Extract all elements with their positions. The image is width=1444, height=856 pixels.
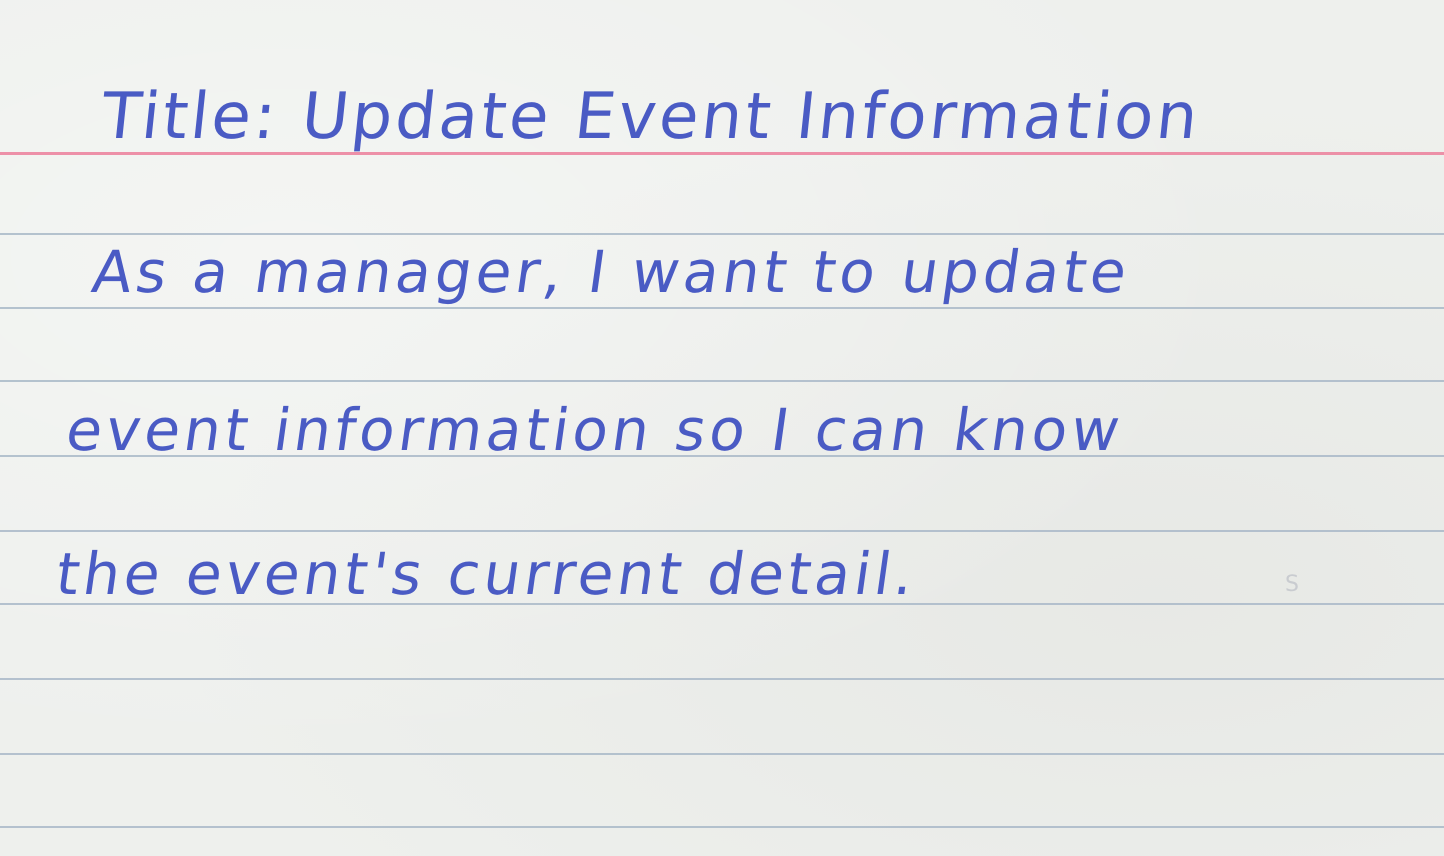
ruled-line: [0, 307, 1444, 309]
ruled-line: [0, 530, 1444, 532]
ruled-line: [0, 233, 1444, 235]
ruled-line: [0, 826, 1444, 828]
ruled-line: [0, 753, 1444, 755]
story-line-1: As a manager, I want to update: [88, 238, 1135, 306]
ruled-line: [0, 380, 1444, 382]
faint-mark: S: [1285, 572, 1299, 597]
story-line-2: event information so I can know: [62, 396, 1128, 464]
card-title: Title: Update Event Information: [98, 80, 1205, 154]
story-line-3: the event's current detail.: [52, 540, 923, 608]
ruled-line: [0, 678, 1444, 680]
